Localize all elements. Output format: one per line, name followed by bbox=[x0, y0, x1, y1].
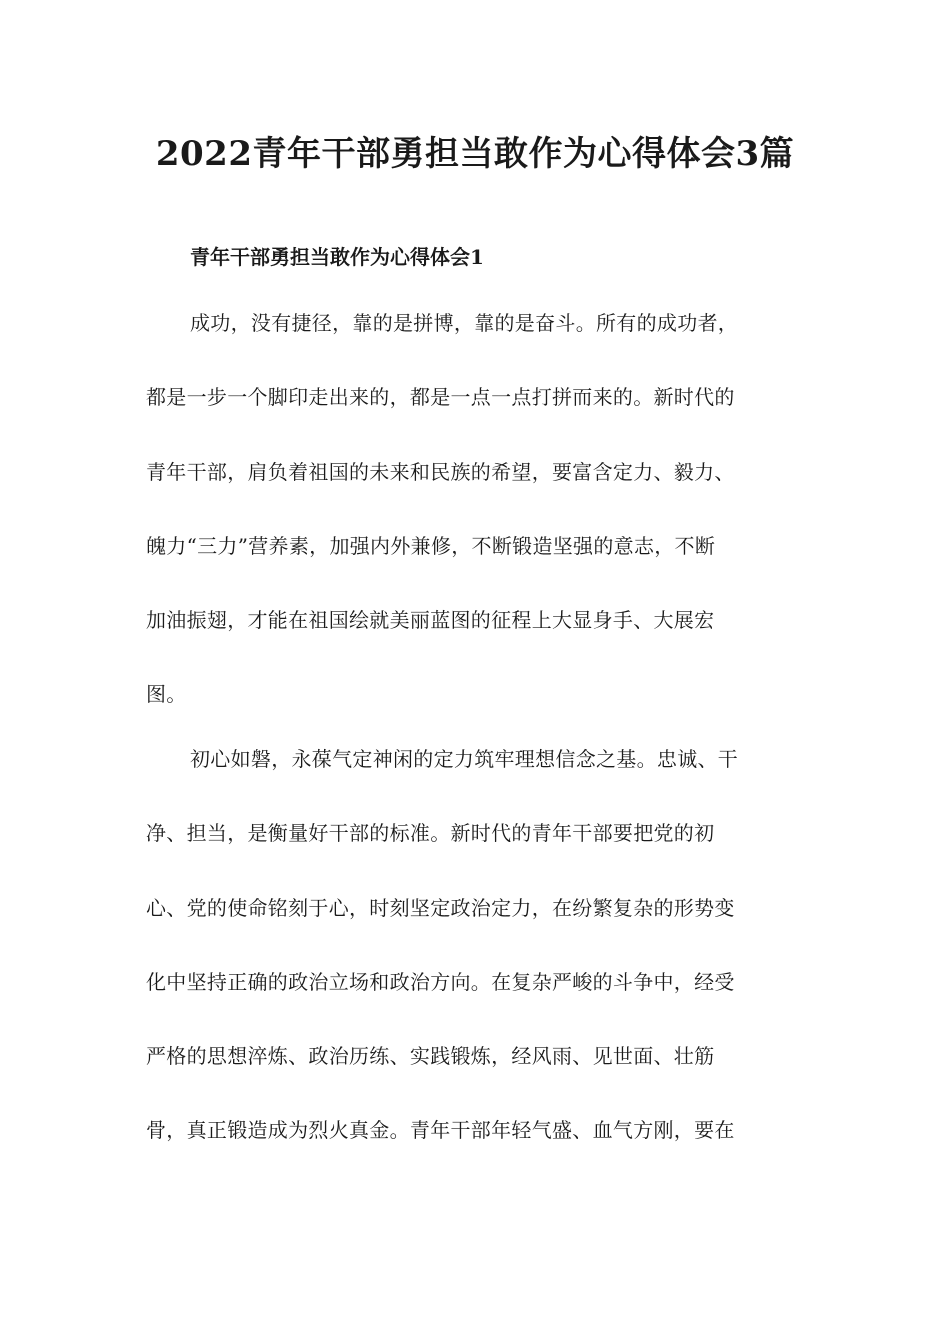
paragraph-1-line-1: 成功，没有捷径，靠的是拼博，靠的是奋斗。所有的成功者， bbox=[190, 311, 739, 335]
paragraph-2-line-5: 严格的思想淬炼、政治历练、实践锻炼，经风雨、见世面、壮筋 bbox=[146, 1044, 715, 1068]
paragraph-2-line-4: 化中坚持正确的政治立场和政治方向。在复杂严峻的斗争中，经受 bbox=[146, 970, 735, 994]
section-heading: 青年干部勇担当敢作为心得体会1 bbox=[190, 245, 484, 269]
paragraph-1-line-2: 都是一步一个脚印走出来的，都是一点一点打拼而来的。新时代的 bbox=[146, 385, 735, 409]
paragraph-2-line-6: 骨，真正锻造成为烈火真金。青年干部年轻气盛、血气方刚，要在 bbox=[146, 1118, 735, 1142]
paragraph-1-line-5: 加油振翅，才能在祖国绘就美丽蓝图的征程上大显身手、大展宏 bbox=[146, 608, 715, 632]
paragraph-2-line-2: 净、担当，是衡量好干部的标准。新时代的青年干部要把党的初 bbox=[146, 821, 715, 845]
paragraph-1-line-6: 图。 bbox=[146, 682, 187, 706]
document-title: 2022青年干部勇担当敢作为心得体会3篇 bbox=[155, 134, 795, 174]
paragraph-2-line-3: 心、党的使命铭刻于心，时刻坚定政治定力，在纷繁复杂的形势变 bbox=[146, 896, 735, 920]
paragraph-1-line-3: 青年干部，肩负着祖国的未来和民族的希望，要富含定力、毅力、 bbox=[146, 460, 735, 484]
paragraph-2-line-1: 初心如磐，永葆气定神闲的定力筑牢理想信念之基。忠诚、干 bbox=[190, 747, 739, 771]
paragraph-1-line-4: 魄力“三力”营养素，加强内外兼修，不断锻造坚强的意志，不断 bbox=[146, 534, 716, 558]
